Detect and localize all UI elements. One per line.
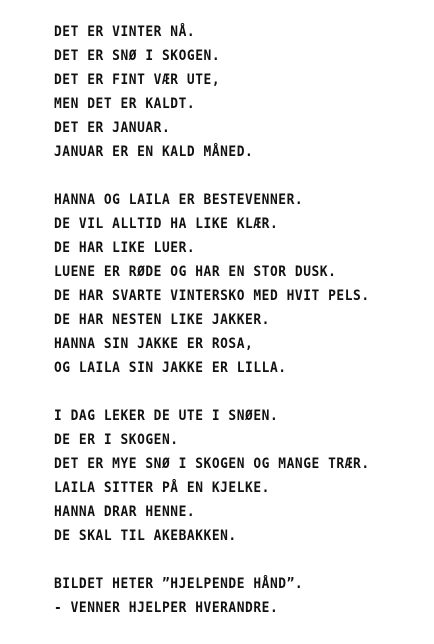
text-line: DET ER SNØ I SKOGEN. xyxy=(54,48,221,64)
text-line: DE SKAL TIL AKEBAKKEN. xyxy=(54,528,237,544)
text-line: DET ER MYE SNØ I SKOGEN OG MANGE TRÆR. xyxy=(54,456,370,472)
text-line: HANNA SIN JAKKE ER ROSA, xyxy=(54,336,254,352)
text-line: DE HAR LIKE LUER. xyxy=(54,240,196,256)
text-line: DET ER FINT VÆR UTE, xyxy=(54,72,221,88)
text-line: DET ER JANUAR. xyxy=(54,120,171,136)
text-line: - VENNER HJELPER HVERANDRE. xyxy=(54,600,279,616)
text-line: JANUAR ER EN KALD MÅNED. xyxy=(54,144,254,160)
text-line: DE ER I SKOGEN. xyxy=(54,432,179,448)
stanza-2 xyxy=(54,188,424,380)
stanza-3 xyxy=(54,404,424,548)
text-line: OG LAILA SIN JAKKE ER LILLA. xyxy=(54,360,287,376)
stanza-1 xyxy=(54,20,424,164)
text-line: DE HAR NESTEN LIKE JAKKER. xyxy=(54,312,270,328)
text-line: BILDET HETER ”HJELPENDE HÅND”. xyxy=(54,576,304,592)
text-line: HANNA DRAR HENNE. xyxy=(54,504,196,520)
text-line: LAILA SITTER PÅ EN KJELKE. xyxy=(54,480,270,496)
stanza-4 xyxy=(54,572,424,620)
text-line: DE HAR SVARTE VINTERSKO MED HVIT PELS. xyxy=(54,288,370,304)
text-line: HANNA OG LAILA ER BESTEVENNER. xyxy=(54,192,304,208)
story-text xyxy=(54,20,424,644)
text-line: DET ER VINTER NÅ. xyxy=(54,24,196,40)
text-line: LUENE ER RØDE OG HAR EN STOR DUSK. xyxy=(54,264,337,280)
text-line: I DAG LEKER DE UTE I SNØEN. xyxy=(54,408,279,424)
text-line: DE VIL ALLTID HA LIKE KLÆR. xyxy=(54,216,279,232)
text-line: MEN DET ER KALDT. xyxy=(54,96,196,112)
